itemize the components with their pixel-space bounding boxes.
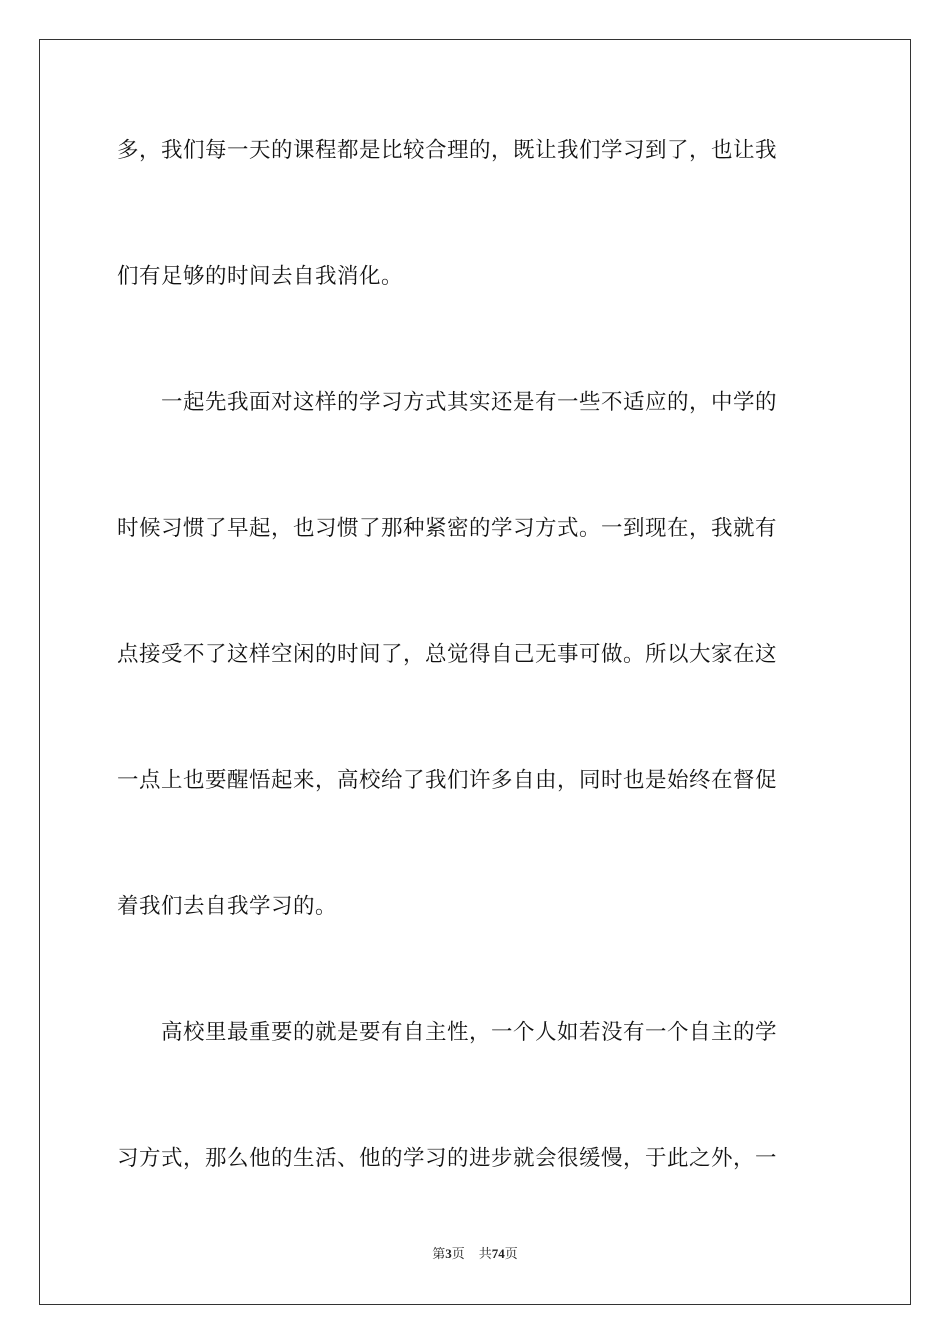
page-footer xyxy=(0,1244,950,1264)
current-page-number: 3 xyxy=(445,1246,452,1261)
body-text-line: 着我们去自我学习的。 xyxy=(117,894,338,919)
page-border xyxy=(39,39,911,1305)
body-text-line: 一点上也要醒悟起来，高校给了我们许多自由，同时也是始终在督促 xyxy=(117,768,778,793)
body-text-line: 们有足够的时间去自我消化。 xyxy=(117,264,404,289)
total-label-prefix: 共 xyxy=(478,1246,492,1261)
body-text-line: 多，我们每一天的课程都是比较合理的，既让我们学习到了，也让我 xyxy=(117,138,778,163)
total-pages-number: 74 xyxy=(491,1246,505,1261)
body-text-line: 时候习惯了早起，也习惯了那种紧密的学习方式。一到现在，我就有 xyxy=(117,516,778,541)
body-text-line: 点接受不了这样空闲的时间了，总觉得自己无事可做。所以大家在这 xyxy=(117,642,778,667)
body-text-line: 习方式，那么他的生活、他的学习的进步就会很缓慢，于此之外，一 xyxy=(117,1146,778,1171)
paragraph-first-line: 高校里最重要的就是要有自主性，一个人如若没有一个自主的学 xyxy=(117,1020,778,1045)
page-label-suffix: 页 xyxy=(451,1246,465,1261)
page-label-prefix: 第 xyxy=(432,1246,446,1261)
total-label-suffix: 页 xyxy=(504,1246,518,1261)
paragraph-first-line: 一起先我面对这样的学习方式其实还是有一些不适应的，中学的 xyxy=(117,390,778,415)
